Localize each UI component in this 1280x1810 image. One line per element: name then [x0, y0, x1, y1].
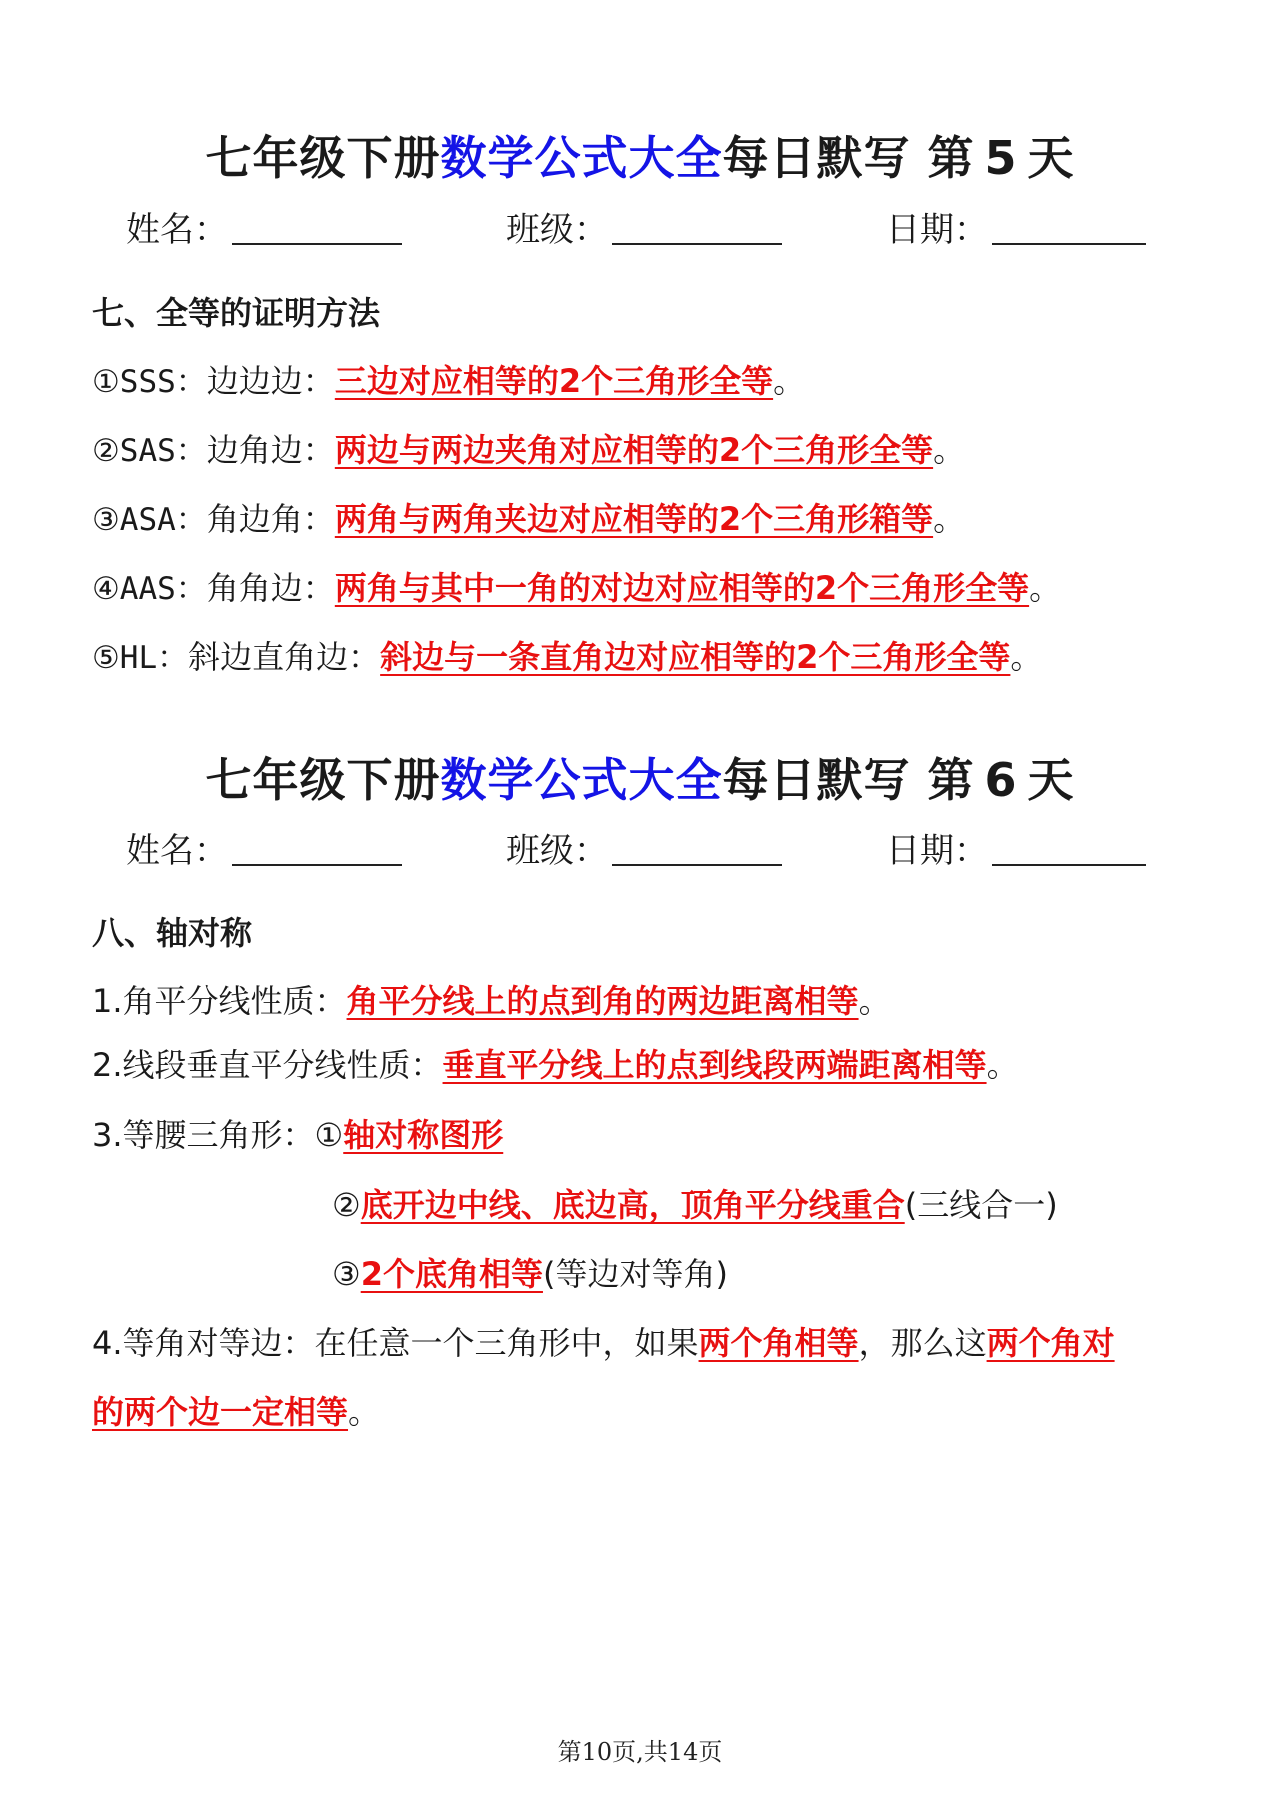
sub-note: (三线合一) [904, 1186, 1058, 1224]
day5-name-label: 姓名： [126, 210, 228, 250]
item-marker: ④AAS： [92, 571, 207, 607]
day6-item-equal-angles-cont [92, 1387, 380, 1433]
item-answer: 的两个边一定相等 [92, 1393, 349, 1431]
item-end: 。 [1029, 569, 1062, 607]
day5-title-blue: 数学公式大全 [440, 131, 723, 185]
item-end: 。 [933, 431, 966, 469]
day6-title-tian: 天 [1027, 753, 1075, 807]
day6-section-heading: 八、轴对称 [92, 914, 253, 952]
day6-title-di: 第 [927, 753, 975, 807]
day6-title-prefix: 七年级下册 [205, 753, 441, 807]
item-marker: ②SAS： [92, 433, 207, 469]
day6-title-num: 6 [984, 753, 1018, 807]
item-label: 角角边： [206, 569, 335, 607]
item-label: 角边角： [206, 500, 335, 538]
item-answer: 两个角相等 [698, 1324, 859, 1362]
day6-class-blank[interactable] [612, 834, 782, 866]
day6-date-blank[interactable] [992, 834, 1146, 866]
day5-title-di: 第 [927, 131, 975, 185]
item-label: 2.线段垂直平分线性质： [92, 1046, 443, 1084]
item-answer: 两角与其中一角的对边对应相等的2个三角形全等 [334, 569, 1030, 607]
day6-title [0, 744, 1280, 810]
item-marker: ⑤HL： [92, 640, 189, 676]
day5-info-row [0, 202, 1280, 252]
item-text: ，那么这 [858, 1324, 987, 1362]
item-end: 。 [348, 1393, 381, 1431]
sub-answer: 2个底角相等 [360, 1255, 543, 1293]
day6-date-label: 日期： [886, 831, 988, 871]
item-label: 斜边直角边： [188, 638, 381, 676]
item-label: 边边边： [206, 362, 335, 400]
day6-item-perpendicular-bisector [92, 1040, 1019, 1086]
day5-date-label: 日期： [886, 210, 988, 250]
sub-marker: ② [332, 1186, 361, 1224]
item-text: 4.等角对等边：在任意一个三角形中，如果 [92, 1324, 699, 1362]
day5-class-label: 班级： [506, 210, 608, 250]
item-end: 。 [986, 1046, 1019, 1084]
day6-item-isosceles-sub2 [332, 1180, 1058, 1226]
item-end: 。 [933, 500, 966, 538]
item-marker: ①SSS： [92, 364, 207, 400]
day6-name-field[interactable] [126, 823, 402, 872]
day6-title-blue: 数学公式大全 [440, 753, 723, 807]
item-label: 边角边： [206, 431, 335, 469]
day5-title-prefix: 七年级下册 [205, 131, 441, 185]
sub-answer: 底开边中线、底边高，顶角平分线重合 [360, 1186, 905, 1224]
sub-marker: ③ [332, 1255, 361, 1293]
day5-name-blank[interactable] [232, 213, 402, 245]
day6-date-field[interactable] [886, 823, 1146, 872]
item-answer: 垂直平分线上的点到线段两端距离相等 [442, 1046, 987, 1084]
day5-date-field[interactable] [886, 202, 1146, 251]
item-marker: ③ASA： [92, 502, 207, 538]
day6-info-row [0, 823, 1280, 873]
item-answer: 角平分线上的点到角的两边距离相等 [346, 982, 859, 1020]
item-label: 3.等腰三角形： [92, 1116, 315, 1154]
day6-item-angle-bisector [92, 976, 891, 1022]
item-end: 。 [1010, 638, 1043, 676]
day5-class-field[interactable] [506, 202, 782, 251]
day6-title-mid: 每日默写 [722, 753, 911, 807]
day5-date-blank[interactable] [992, 213, 1146, 245]
item-answer: 两角与两角夹边对应相等的2个三角形箱等 [334, 500, 934, 538]
sub-marker: ① [314, 1116, 344, 1154]
page-footer: 第10页,共14页 [557, 1738, 723, 1766]
item-answer: 两边与两边夹角对应相等的2个三角形全等 [334, 431, 934, 469]
day5-item-aas [92, 563, 1061, 609]
sub-note: (等边对等角) [542, 1255, 728, 1293]
day6-item-isosceles-sub3 [332, 1249, 728, 1295]
day5-item-hl [92, 632, 1042, 678]
day5-item-asa [92, 494, 965, 540]
item-end: 。 [858, 982, 891, 1020]
item-answer: 斜边与一条直角边对应相等的2个三角形全等 [380, 638, 1011, 676]
sub-answer: 轴对称图形 [343, 1116, 504, 1154]
day5-class-blank[interactable] [612, 213, 782, 245]
item-end: 。 [773, 362, 806, 400]
day6-item-equal-angles [92, 1318, 1115, 1364]
day6-name-label: 姓名： [126, 831, 228, 871]
day5-item-sss [92, 356, 805, 402]
day5-title [0, 122, 1280, 188]
day5-title-mid: 每日默写 [722, 131, 911, 185]
item-label: 1.角平分线性质： [92, 982, 347, 1020]
day6-item-isosceles [92, 1110, 503, 1156]
day6-name-blank[interactable] [232, 834, 402, 866]
day5-name-field[interactable] [126, 202, 402, 251]
item-answer: 两个角对 [986, 1324, 1115, 1362]
day5-item-sas [92, 425, 965, 471]
day6-class-label: 班级： [506, 831, 608, 871]
day5-section-heading: 七、全等的证明方法 [92, 294, 381, 332]
item-answer: 三边对应相等的2个三角形全等 [334, 362, 774, 400]
day5-title-num: 5 [984, 131, 1018, 185]
day6-class-field[interactable] [506, 823, 782, 872]
day5-title-tian: 天 [1027, 131, 1075, 185]
